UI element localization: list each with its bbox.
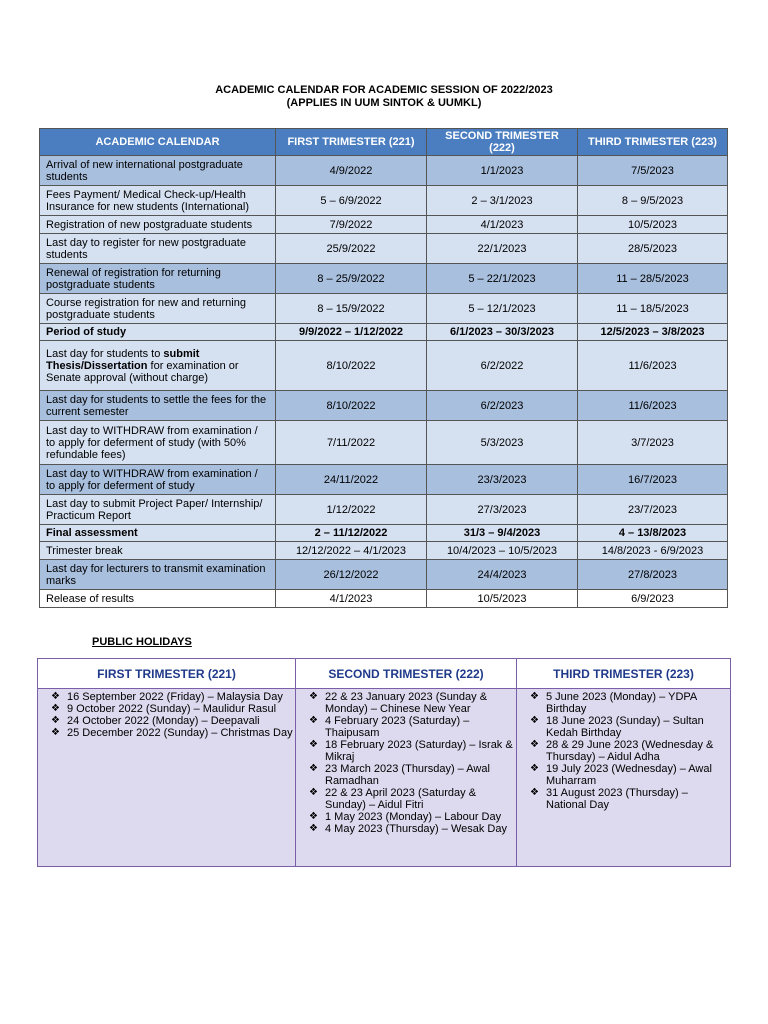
third-trimester-date: 11/6/2023 xyxy=(578,341,728,391)
first-trimester-date: 8 – 15/9/2022 xyxy=(276,294,427,324)
row-label: Period of study xyxy=(40,324,276,341)
public-holidays-table xyxy=(37,658,731,867)
third-trimester-date: 28/5/2023 xyxy=(578,234,728,264)
holiday-text: 24 October 2022 (Monday) – Deepavali xyxy=(67,715,260,727)
diamond-bullet-icon: ❖ xyxy=(309,823,318,834)
second-trimester-date: 27/3/2023 xyxy=(427,495,578,525)
list-item xyxy=(40,691,293,703)
header-second-trimester: SECOND TRIMESTER (222) xyxy=(427,129,578,156)
row-label: Course registration for new and returning postgraduate students xyxy=(40,294,276,324)
second-trimester-date: 10/5/2023 xyxy=(427,590,578,608)
diamond-bullet-icon: ❖ xyxy=(51,727,60,738)
second-trimester-date: 31/3 – 9/4/2023 xyxy=(427,525,578,542)
row-label: Final assessment xyxy=(40,525,276,542)
table-row xyxy=(40,216,728,234)
third-trimester-date: 16/7/2023 xyxy=(578,465,728,495)
holiday-text: 4 May 2023 (Thursday) – Wesak Day xyxy=(325,823,507,835)
third-trimester-date: 12/5/2023 – 3/8/2023 xyxy=(578,324,728,341)
list-item xyxy=(298,691,514,715)
table-row xyxy=(40,294,728,324)
third-trimester-date: 11 – 18/5/2023 xyxy=(578,294,728,324)
first-trimester-date: 12/12/2022 – 4/1/2023 xyxy=(276,542,427,560)
list-item xyxy=(40,715,293,727)
list-item xyxy=(40,703,293,715)
third-trimester-date: 7/5/2023 xyxy=(578,156,728,186)
row-label: Last day to submit Project Paper/ Internship/ Practicum Report xyxy=(40,495,276,525)
row-label: Trimester break xyxy=(40,542,276,560)
table-row xyxy=(40,264,728,294)
second-trimester-date: 4/1/2023 xyxy=(427,216,578,234)
list-item xyxy=(298,739,514,763)
row-label: Last day to WITHDRAW from examination / to apply for deferment of study (with 50% refundable fees) xyxy=(40,421,276,465)
diamond-bullet-icon: ❖ xyxy=(309,811,318,822)
list-item xyxy=(298,823,514,835)
table-row xyxy=(40,156,728,186)
diamond-bullet-icon: ❖ xyxy=(51,691,60,702)
academic-calendar-table xyxy=(39,128,728,608)
row-label-pre: Last day for students to xyxy=(46,347,164,360)
third-trimester-date: 3/7/2023 xyxy=(578,421,728,465)
third-trimester-date: 10/5/2023 xyxy=(578,216,728,234)
list-item xyxy=(298,715,514,739)
diamond-bullet-icon: ❖ xyxy=(309,691,318,702)
list-item xyxy=(519,739,728,763)
list-item xyxy=(519,787,728,811)
diamond-bullet-icon: ❖ xyxy=(51,703,60,714)
holidays-header-second: SECOND TRIMESTER (222) xyxy=(296,659,517,689)
first-trimester-date: 4/1/2023 xyxy=(276,590,427,608)
second-trimester-date: 5/3/2023 xyxy=(427,421,578,465)
header-third-trimester: THIRD TRIMESTER (223) xyxy=(578,129,728,156)
list-item xyxy=(298,811,514,823)
row-label xyxy=(40,341,276,391)
second-trimester-date: 23/3/2023 xyxy=(427,465,578,495)
first-trimester-date: 8/10/2022 xyxy=(276,341,427,391)
holiday-text: 16 September 2022 (Friday) – Malaysia Day xyxy=(67,691,283,703)
first-trimester-date: 25/9/2022 xyxy=(276,234,427,264)
third-trimester-date: 14/8/2023 - 6/9/2023 xyxy=(578,542,728,560)
row-label-post: for examination or Senate approval (without charge) xyxy=(46,359,239,384)
holidays-body-row xyxy=(38,689,731,867)
row-label: Last day for lecturers to transmit examination marks xyxy=(40,560,276,590)
second-trimester-date: 2 – 3/1/2023 xyxy=(427,186,578,216)
row-label-bold: submit Thesis/Dissertation xyxy=(46,347,200,372)
table-row xyxy=(40,234,728,264)
third-trimester-date: 8 – 9/5/2023 xyxy=(578,186,728,216)
holiday-text: 22 & 23 April 2023 (Saturday & Sunday) – Aidul Fitri xyxy=(325,787,477,811)
diamond-bullet-icon: ❖ xyxy=(530,715,539,726)
holidays-header-third: THIRD TRIMESTER (223) xyxy=(517,659,731,689)
diamond-bullet-icon: ❖ xyxy=(51,715,60,726)
second-trimester-date: 6/2/2023 xyxy=(427,391,578,421)
table-row xyxy=(40,324,728,341)
holiday-text: 19 July 2023 (Wednesday) – Awal Muharram xyxy=(546,763,712,787)
table-row xyxy=(40,465,728,495)
second-trimester-date: 22/1/2023 xyxy=(427,234,578,264)
table-row xyxy=(40,186,728,216)
table-row xyxy=(40,590,728,608)
list-item xyxy=(519,763,728,787)
list-item xyxy=(519,715,728,739)
third-trimester-date: 11 – 28/5/2023 xyxy=(578,264,728,294)
second-trimester-date: 10/4/2023 – 10/5/2023 xyxy=(427,542,578,560)
third-trimester-date: 4 – 13/8/2023 xyxy=(578,525,728,542)
first-trimester-date: 26/12/2022 xyxy=(276,560,427,590)
second-trimester-date: 6/1/2023 – 30/3/2023 xyxy=(427,324,578,341)
holiday-text: 28 & 29 June 2023 (Wednesday & Thursday) – Aidul Adha xyxy=(546,739,714,763)
table-row xyxy=(40,495,728,525)
holiday-text: 9 October 2022 (Sunday) – Maulidur Rasul xyxy=(67,703,277,715)
holiday-text: 18 February 2023 (Saturday) – Israk & Mikraj xyxy=(325,739,513,763)
diamond-bullet-icon: ❖ xyxy=(309,787,318,798)
row-label: Registration of new postgraduate students xyxy=(40,216,276,234)
holidays-header-first: FIRST TRIMESTER (221) xyxy=(38,659,296,689)
third-trimester-date: 11/6/2023 xyxy=(578,391,728,421)
second-trimester-date: 1/1/2023 xyxy=(427,156,578,186)
row-label: Release of results xyxy=(40,590,276,608)
holiday-text: 18 June 2023 (Sunday) – Sultan Kedah Birthday xyxy=(546,715,704,739)
row-label: Arrival of new international postgraduate students xyxy=(40,156,276,186)
table-row xyxy=(40,421,728,465)
first-trimester-date: 8 – 25/9/2022 xyxy=(276,264,427,294)
diamond-bullet-icon: ❖ xyxy=(530,739,539,750)
first-trimester-date: 4/9/2022 xyxy=(276,156,427,186)
holidays-header-row xyxy=(38,659,731,689)
second-trimester-date: 5 – 22/1/2023 xyxy=(427,264,578,294)
row-label: Renewal of registration for returning postgraduate students xyxy=(40,264,276,294)
diamond-bullet-icon: ❖ xyxy=(309,739,318,750)
first-trimester-date: 7/9/2022 xyxy=(276,216,427,234)
third-trimester-date: 23/7/2023 xyxy=(578,495,728,525)
first-trimester-date: 2 – 11/12/2022 xyxy=(276,525,427,542)
calendar-header-row xyxy=(40,129,728,156)
table-row xyxy=(40,341,728,391)
public-holidays-title: PUBLIC HOLIDAYS xyxy=(92,636,192,648)
holidays-list-first xyxy=(38,689,296,867)
table-row xyxy=(40,560,728,590)
table-row xyxy=(40,525,728,542)
row-label: Last day to WITHDRAW from examination / to apply for deferment of study xyxy=(40,465,276,495)
table-row xyxy=(40,542,728,560)
second-trimester-date: 24/4/2023 xyxy=(427,560,578,590)
row-label: Last day to register for new postgraduate students xyxy=(40,234,276,264)
third-trimester-date: 6/9/2023 xyxy=(578,590,728,608)
first-trimester-date: 24/11/2022 xyxy=(276,465,427,495)
diamond-bullet-icon: ❖ xyxy=(530,763,539,774)
diamond-bullet-icon: ❖ xyxy=(309,715,318,726)
holiday-text: 5 June 2023 (Monday) – YDPA Birthday xyxy=(546,691,697,715)
holiday-text: 23 March 2023 (Thursday) – Awal Ramadhan xyxy=(325,763,490,787)
holidays-list-second xyxy=(296,689,517,867)
title-line-1: ACADEMIC CALENDAR FOR ACADEMIC SESSION OF 2022/2023 xyxy=(215,84,553,96)
list-item xyxy=(519,691,728,715)
first-trimester-date: 9/9/2022 – 1/12/2022 xyxy=(276,324,427,341)
holiday-text: 22 & 23 January 2023 (Sunday & Monday) – Chinese New Year xyxy=(325,691,488,715)
page-title xyxy=(0,84,768,110)
holiday-text: 1 May 2023 (Monday) – Labour Day xyxy=(325,811,502,823)
list-item xyxy=(298,787,514,811)
third-trimester-date: 27/8/2023 xyxy=(578,560,728,590)
table-row xyxy=(40,391,728,421)
first-trimester-date: 7/11/2022 xyxy=(276,421,427,465)
holiday-text: 31 August 2023 (Thursday) – National Day xyxy=(546,787,688,811)
list-item xyxy=(40,727,293,739)
diamond-bullet-icon: ❖ xyxy=(530,787,539,798)
holidays-list-third xyxy=(517,689,731,867)
list-item xyxy=(298,763,514,787)
header-first-trimester: FIRST TRIMESTER (221) xyxy=(276,129,427,156)
title-line-2: (APPLIES IN UUM SINTOK & UUMKL) xyxy=(286,97,482,109)
holiday-text: 4 February 2023 (Saturday) – Thaipusam xyxy=(325,715,470,739)
header-academic-calendar: ACADEMIC CALENDAR xyxy=(40,129,276,156)
holiday-text: 25 December 2022 (Sunday) – Christmas Day xyxy=(67,727,293,739)
first-trimester-date: 8/10/2022 xyxy=(276,391,427,421)
row-label: Fees Payment/ Medical Check-up/Health Insurance for new students (International) xyxy=(40,186,276,216)
second-trimester-date: 5 – 12/1/2023 xyxy=(427,294,578,324)
row-label: Last day for students to settle the fees for the current semester xyxy=(40,391,276,421)
first-trimester-date: 5 – 6/9/2022 xyxy=(276,186,427,216)
diamond-bullet-icon: ❖ xyxy=(309,763,318,774)
second-trimester-date: 6/2/2022 xyxy=(427,341,578,391)
diamond-bullet-icon: ❖ xyxy=(530,691,539,702)
first-trimester-date: 1/12/2022 xyxy=(276,495,427,525)
